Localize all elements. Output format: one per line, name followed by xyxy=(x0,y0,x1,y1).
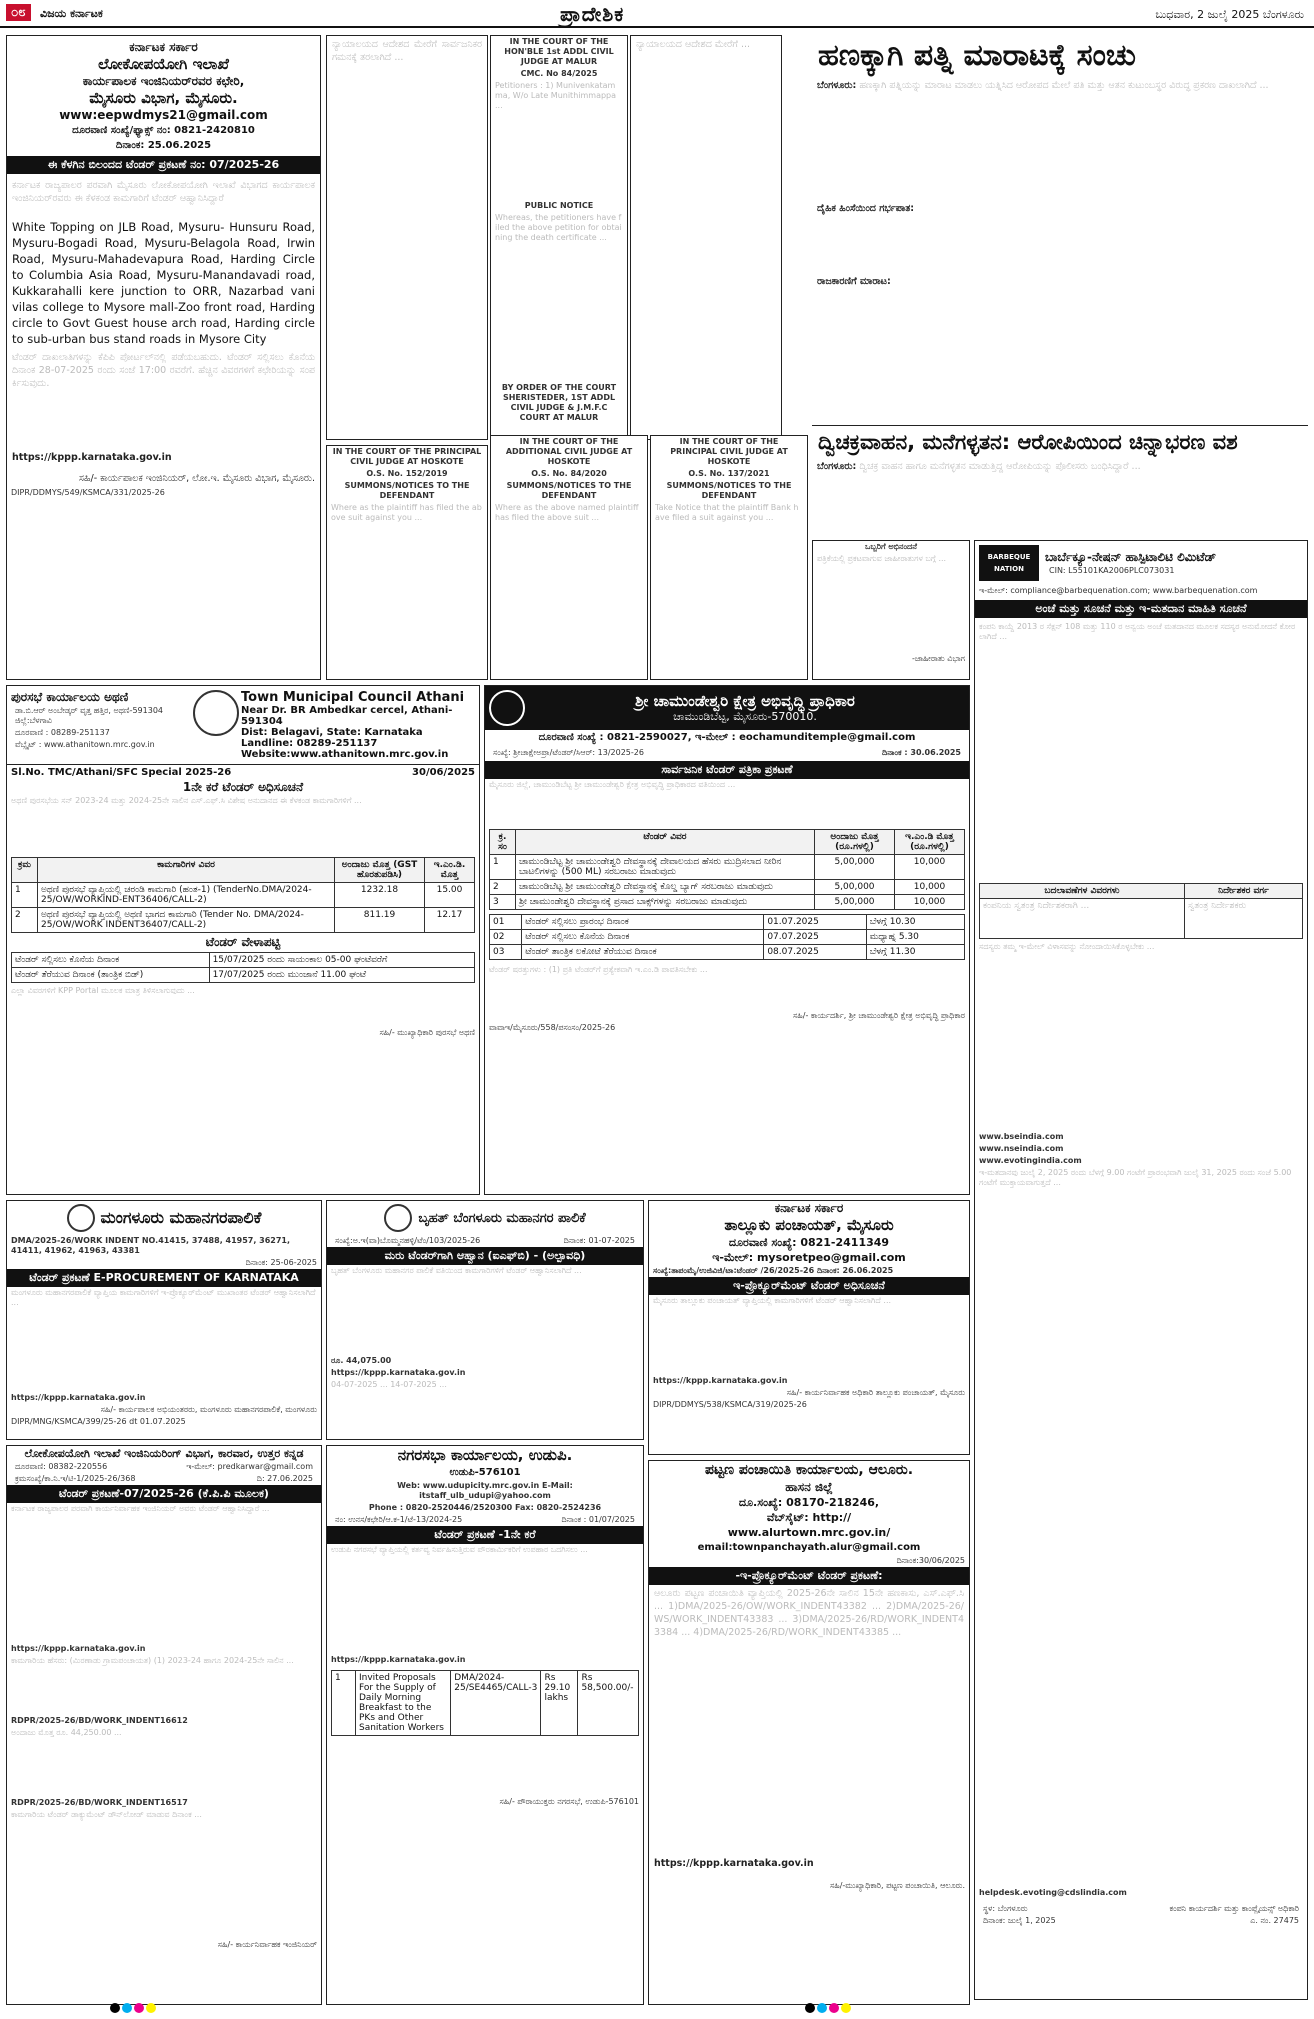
karwar-ref: ಕ್ರಮಸಂಖ್ಯೆ/ಕಾ.ನಿ.ಇ/ಟಿ-1/2025-26/368 xyxy=(15,1474,136,1483)
table-row xyxy=(490,930,965,945)
alur-sign: ಸಹಿ/-ಮುಖ್ಯಾಧಿಕಾರಿ, ಪಟ್ಟಣ ಪಂಚಾಯಿತಿ, ಆಲೂರು. xyxy=(829,1881,965,1890)
chamundi-intro: ಮೈಸೂರು ಜಿಲ್ಲೆ, ಚಾಮುಂಡಿಬೆಟ್ಟ ಶ್ರೀ ಚಾಮುಂಡೇಶ್ವರಿ ಕ್ಷೇತ್ರ ಅಭಿವೃದ್ಧಿ ಪ್ರಾಧಿಕಾರದ ವತಿಯಿಂದ ... xyxy=(489,780,736,789)
athani-schedule-title: ಟೆಂಡರ್ ವೇಳಾಪಟ್ಟಿ xyxy=(205,935,281,949)
chamundi-s2-date: 07.07.2025 xyxy=(764,930,866,945)
obit-title: ಒಬ್ಬರಿಗೆ ಅಭಿನಂದನೆ xyxy=(865,542,917,551)
athani-r2-no: 2 xyxy=(12,908,38,933)
taluk-portal[interactable]: https://kppp.karnataka.gov.in xyxy=(653,1376,788,1385)
chamundi-s2-time: ಮಧ್ಯಾಹ್ನ 5.30 xyxy=(866,930,964,945)
bbq-col-2: ನಿರ್ದೇಶಕರ ವರ್ಗ xyxy=(1184,884,1302,899)
table-row xyxy=(490,945,965,960)
udupi-row-ref: DMA/2024-25/SE4465/CALL-3 xyxy=(451,1671,541,1736)
bbmp-bar: ಮರು ಟೆಂಡರ್‌ಗಾಗಿ ಆಹ್ವಾನ (ಐಎಫ್‌ಬಿ) - (ಅಲ್ಪಾವಧಿ) xyxy=(327,1247,643,1265)
udupi-portal[interactable]: https://kppp.karnataka.gov.in xyxy=(331,1655,466,1664)
athani-sign: ಸಹಿ/- ಮುಖ್ಯಾಧಿಕಾರಿ ಪುರಸಭೆ ಅಥಣಿ xyxy=(379,1028,475,1037)
story1-text: ಹಣಕ್ಕಾಗಿ ಪತ್ನಿಯನ್ನು ಮಾರಾಟ ಮಾಡಲು ಯತ್ನಿಸಿದ ಆರೋಪದ ಮೇಲೆ ಪತಿ ಮತ್ತು ಆತನ ಕುಟುಂಬಸ್ಥರ ವಿರುದ್ಧ ಪ್ರಕರಣ ದಾಖಲಾಗಿದೆ ... xyxy=(859,80,1269,91)
table-row xyxy=(490,855,965,880)
hoskote-notice-152 xyxy=(326,445,488,680)
table-row xyxy=(490,895,965,910)
issue-date: ಬುಧವಾರ, 2 ಜುಲೈ 2025 ಬೆಂಗಳೂರು xyxy=(1155,8,1304,21)
chamundi-th-no: ಕ್ರ. ಸಂ xyxy=(490,830,516,855)
bbmp-body: ಬೃಹತ್ ಬೆಂಗಳೂರು ಮಹಾನಗರ ಪಾಲಿಕೆ ವತಿಯಿಂದ ಕಾಮಗಾರಿಗಳಿಗೆ ಟೆಂಡರ್ ಆಹ್ವಾನಿಸಲಾಗಿದೆ ... xyxy=(331,1266,582,1275)
obituary-notice xyxy=(812,540,970,680)
mangaluru-dipr: DIPR/MNG/KSMCA/399/25-26 dt 01.07.2025 xyxy=(11,1417,186,1426)
malur-case-number: CMC. No 84/2025 xyxy=(520,69,598,78)
chamundi-r1-amt: 5,00,000 xyxy=(815,855,895,880)
section-title: ಪ್ರಾದೇಶಿಕ xyxy=(560,2,625,26)
udupi-date: ದಿನಾಂಕ : 01/07/2025 xyxy=(561,1515,635,1524)
udupi-cmc-tender xyxy=(326,1445,644,2005)
chamundi-r2-desc: ಚಾಮುಂಡಿಬೆಟ್ಟ ಶ್ರೀ ಚಾಮುಂಡೇಶ್ವರಿ ದೇವಸ್ಥಾನಕ್ಕೆ ಕೊಲ್ಡ ಬ್ಯಾಗ್ ಸರಬರಾಜು ಮಾಡುವುದು xyxy=(516,880,815,895)
taluk-phone: ದೂರವಾಣಿ ಸಂಖ್ಯೆ: 0821-2411349 xyxy=(728,1236,890,1249)
alur-portal[interactable]: https://kppp.karnataka.gov.in xyxy=(654,1858,814,1869)
chamundi-s3-time: ಬೆಳಗ್ಗೆ 11.30 xyxy=(866,945,964,960)
chamundi-tender xyxy=(484,685,970,1195)
chamundi-r1-no: 1 xyxy=(490,855,516,880)
bbmp-portal[interactable]: https://kppp.karnataka.gov.in xyxy=(331,1368,466,1377)
athani-intro: ಅಥಣಿ ಪುರಸಭೆಯ ಸನ್ 2023-24 ಮತ್ತು 2024-25ನೇ ಸಾಲಿನ ಎಸ್.ಎಫ್.ಸಿ ವಿಶೇಷ ಅನುದಾನದ ಈ ಕೆಳಕಂಡ ಕಾಮಗಾರಿಗಳಿಗೆ ... xyxy=(11,796,362,805)
newspaper-name: ವಿಜಯ ಕರ್ನಾಟಕ xyxy=(40,7,103,20)
hoskote-84-summons: SUMMONS/NOTICES TO THE DEFENDANT xyxy=(506,481,632,500)
mangaluru-mcc-tender xyxy=(6,1200,322,1440)
pwd-portal-link[interactable]: https://kppp.karnataka.gov.in xyxy=(12,452,172,463)
chamundi-r3-desc: ಶ್ರೀ ಚಾಮುಂಡೇಶ್ವರಿ ದೇವಸ್ಥಾನಕ್ಕೆ ಪ್ರಸಾದ ಬಾಕ್ಸ್‌ಗಳನ್ನು ಸರಬರಾಜು ಮಾಡುವುದು xyxy=(516,895,815,910)
athani-tmc-tender xyxy=(6,685,480,1195)
bbq-col-1: ಬದಲಾವಣೆಗಳ ವಿವರಗಳು xyxy=(980,884,1185,899)
pwd-tender-number: ಈ ಕೆಳಗಿನ ಬಿಲಂದದ ಟೆಂಡರ್ ಪ್ರಕಟಣೆ ನಂ: 07/2025-26 xyxy=(7,156,320,174)
pwd-dipr: DIPR/DDMYS/549/KSMCA/331/2025-26 xyxy=(11,488,165,497)
pwd-phone: ದೂರವಾಣಿ ಸಂಖ್ಯೆ/ಫ್ಯಾಕ್ಸ್ ನಂ: 0821-2420810 xyxy=(72,125,255,136)
chamundi-addr: ಚಾಮುಂಡಿಬೆಟ್ಟ, ಮೈಸೂರು-570010. xyxy=(673,710,817,723)
table-row xyxy=(490,880,965,895)
story2-dateline: ಬೆಂಗಳೂರು: xyxy=(817,461,857,472)
mangaluru-body: ಮಂಗಳೂರು ಮಹಾನಗರಪಾಲಿಕೆ ವ್ಯಾಪ್ತಿಯ ಕಾಮಗಾರಿಗಳಿಗೆ ಇ-ಪ್ರೊಕ್ಯೂರ್‌ಮೆಂಟ್ ಮುಖಾಂತರ ಟೆಂಡರ್ ಆಹ್ವಾನಿಸಲಾಗಿದೆ ... xyxy=(11,1288,316,1307)
karwar-body-4: ಕಾಮಗಾರಿಯ ಟೆಂಡರ್ ಡಾಕ್ಯುಮೆಂಟ್ ಡೌನ್‌ಲೋಡ್ ಮಾಡುವ ದಿನಾಂಕ ... xyxy=(11,1810,202,1819)
story1-body xyxy=(812,77,1308,417)
table-row xyxy=(332,1671,639,1736)
udupi-pin: ಉಡುಪಿ-576101 xyxy=(449,1467,521,1478)
athani-en-title: Town Municipal Council Athani xyxy=(241,690,465,705)
print-registration-marks-right xyxy=(805,2003,851,2013)
udupi-ref: ನಂ: ಉನಸ/ಕಛೇರಿ/ಆ.ಕ-1/ಟೆ-13/2024-25 xyxy=(335,1515,463,1524)
athani-last-val: 15/07/2025 ರಂದು ಸಾಯಂಕಾಲ 05-00 ಘಂಟೆವರೆಗೆ xyxy=(209,953,474,968)
athani-r2-emd: 12.17 xyxy=(425,908,475,933)
hoskote-152-summons: SUMMONS/NOTICES TO THE DEFENDANT xyxy=(344,481,470,500)
athani-kn-addr: ಡಾ.ಬಿ.ಆರ್ ಅಂಬೇಡ್ಕರ್ ವೃತ್ತ ಹತ್ತಿರ, ಅಥಣಿ-591304 ಜಿಲ್ಲೆ:ಬೆಳಗಾವಿ xyxy=(15,706,164,725)
pwd-date: ದಿನಾಂಕ: 25.06.2025 xyxy=(115,140,212,151)
pwd-dept: ಲೋಕೋಪಯೋಗಿ ಇಲಾಖೆ xyxy=(98,55,229,73)
bbmp-tender xyxy=(326,1200,644,1440)
alur-title: ಪಟ್ಟಣ ಪಂಚಾಯಿತಿ ಕಾರ್ಯಾಲಯ, ಆಲೂರು. xyxy=(704,1462,914,1478)
hoskote-152-case: O.S. No. 152/2019 xyxy=(366,469,448,478)
story1-dateline: ಬೆಂಗಳೂರು: xyxy=(817,80,857,91)
bbq-cell-1: ಕಂಪನಿಯ ಸ್ವತಂತ್ರ ನಿರ್ದೇಶಕರಾಗಿ ... xyxy=(980,899,1185,939)
chamundi-s1-time: ಬೆಳಗ್ಗೆ 10.30 xyxy=(866,915,964,930)
story2-body xyxy=(812,458,1308,475)
mangaluru-title: ಮಂಗಳೂರು ಮಹಾನಗರಪಾಲಿಕೆ xyxy=(100,1208,262,1227)
pwd-office: ಕಾರ್ಯಪಾಲಕ ಇಂಜಿನಿಯರ್‌ರವರ ಕಛೇರಿ, xyxy=(82,74,245,88)
bbq-body-2: ಸದಸ್ಯರು ತಮ್ಮ ಇ-ಮೇಲ್ ವಿಳಾಸವನ್ನು ನೋಂದಾಯಿಸಿಕೊಳ್ಳಬೇಕು ... xyxy=(979,942,1155,951)
hoskote-137-summons: SUMMONS/NOTICES TO THE DEFENDANT xyxy=(666,481,792,500)
athani-en-dist: Dist: Belagavi, State: Karnataka xyxy=(241,727,423,738)
chamundi-title: ಶ್ರೀ ಚಾಮುಂಡೇಶ್ವರಿ ಕ್ಷೇತ್ರ ಅಭಿವೃದ್ಧಿ ಪ್ರಾಧಿಕಾರ xyxy=(635,692,855,710)
athani-th-no: ಕ್ರಮ xyxy=(12,858,38,883)
print-registration-marks-left xyxy=(110,2003,156,2013)
udupi-sign: ಸಹಿ/- ಪೌರಾಯುಕ್ತರು ನಗರಸಭೆ, ಉಡುಪಿ-576101 xyxy=(499,1797,639,1806)
chamundi-r3-no: 3 xyxy=(490,895,516,910)
alur-email[interactable]: email:townpanchayath.alur@gmail.com xyxy=(697,1542,921,1553)
bbq-sign-date: ದಿನಾಂಕ: ಜುಲೈ 1, 2025 xyxy=(983,1916,1056,1925)
udupi-title: ನಗರಸಭಾ ಕಾರ್ಯಾಲಯ, ಉಡುಪಿ. xyxy=(397,1446,573,1464)
karwar-date: ದಿ: 27.06.2025 xyxy=(256,1474,313,1483)
athani-en-web[interactable]: Website:www.athanitown.mrc.gov.in xyxy=(241,749,449,760)
malur-court-title: IN THE COURT OF THE HON'BLE 1st ADDL CIVIL JUDGE AT MALUR xyxy=(504,37,614,66)
udupi-body: ಉಡುಪಿ ನಗರಸಭೆ ವ್ಯಾಪ್ತಿಯಲ್ಲಿ ಕರ್ತವ್ಯ ನಿರ್ವಹಿಸುತ್ತಿರುವ ಪೌರಕಾರ್ಮಿಕರಿಗೆ ಉಪಹಾರ ಒದಗಿಸಲು ... xyxy=(331,1545,588,1554)
athani-schedule xyxy=(11,952,475,983)
athani-th-work: ಕಾಮಗಾರಿಗಳ ವಿವರ xyxy=(38,858,335,883)
page-number: ೦೮ xyxy=(6,4,31,21)
chamundi-ref: ಸಂಖ್ಯೆ: ಶ್ರೀಚಾಕ್ಷೇಅಪ್ರಾ/ಟೆಂಡರ್/ಸಿಆರ್: 13/2025-26 xyxy=(493,748,644,757)
chamundi-r2-amt: 5,00,000 xyxy=(815,880,895,895)
athani-r1-no: 1 xyxy=(12,883,38,908)
athani-en-phone: Landline: 08289-251137 xyxy=(241,738,378,749)
udupi-row-no: 1 xyxy=(332,1671,356,1736)
udupi-row-amt: Rs 29.10 lakhs xyxy=(541,1671,578,1736)
barbeque-nation-notice xyxy=(974,540,1308,2000)
chamundi-dipr: ವಾವಾಇ/ಮೈಸೂರು/558/ಪಸಂಸಂ/2025-26 xyxy=(489,1023,616,1032)
karwar-body-1: ಕರ್ನಾಟಕ ರಾಜ್ಯಪಾಲರ ಪರವಾಗಿ ಕಾರ್ಯನಿರ್ವಾಹಕ ಇಂಜಿನಿಯರ್ ಅವರು ಟೆಂಡರ್ ಆಹ್ವಾನಿಸಿದ್ದಾರೆ ... xyxy=(11,1504,270,1513)
bbq-email[interactable]: ಇ-ಮೇಲ್: compliance@barbequenation.com; www.barbequenation.com xyxy=(979,586,1258,595)
chamundi-conditions: ಟೆಂಡರ್ ಷರತ್ತುಗಳು : (1) ಪ್ರತಿ ಟೆಂಡರ್‌ಗೆ ಪ್ರತ್ಯೇಕವಾಗಿ ಇ.ಎಂ.ಡಿ ಪಾವತಿಸಬೇಕು ... xyxy=(489,965,708,974)
obit-body: ಪತ್ರಿಕೆಯಲ್ಲಿ ಪ್ರಕಟವಾಗುವ ಜಾಹೀರಾತುಗಳ ಬಗ್ಗೆ ... xyxy=(817,554,947,563)
news-story-wife-sale xyxy=(812,35,1308,425)
athani-th-amt: ಅಂದಾಜು ಮೊತ್ತ (GST ಹೊರತುಪಡಿಸಿ) xyxy=(335,858,425,883)
pwd-signature: ಸಹಿ/- ಕಾರ್ಯಪಾಲಕ ಇಂಜಿನಿಯರ್, ಲೋ.ಇ. ಮೈಸೂರು ವಿಭಾಗ, ಮೈಸೂರು. xyxy=(78,473,315,484)
chamundi-s3-date: 08.07.2025 xyxy=(764,945,866,960)
bbq-notice-bar: ಅಂಚೆ ಮತ್ತು ಸೂಚನೆ ಮತ್ತು ಇ-ಮತದಾನ ಮಾಹಿತಿ ಸೂಚನೆ xyxy=(975,600,1307,618)
chamundi-date: ದಿನಾಂಕ : 30.06.2025 xyxy=(882,748,961,757)
pwd-email[interactable]: www:eepwdmys21@gmail.com xyxy=(59,108,268,122)
athani-call: 1ನೇ ಕರೆ ಟೆಂಡರ್ ಅಧಿಸೂಚನೆ xyxy=(182,780,304,794)
athani-th-emd: ಇ.ಎಂ.ಡಿ. ಮೊತ್ತ xyxy=(425,858,475,883)
table-row xyxy=(12,883,475,908)
chamundi-schedule xyxy=(489,914,965,960)
alur-body: ಆಲೂರು ಪಟ್ಟಣ ಪಂಚಾಯಿತಿ ವ್ಯಾಪ್ತಿಯಲ್ಲಿ 2025-26ನೇ ಸಾಲಿನ 15ನೇ ಹಣಕಾಸು, ಎಸ್.ಎಫ್.ಸಿ ... 1)DMA/2025-26/OW/WORK_INDENT43382 ... 2)DMA/2025-26/WS/WORK_INDENT43383 ... 3)DMA/2025-26/RD/WORK_INDENT43384 ... 4)DMA/2025-26/RD/WORK_INDENT43385 ... xyxy=(654,1588,964,1638)
malur-notice-body: Whereas, the petitioners have filed the above petition for obtaining the death certificate ... xyxy=(495,213,622,242)
mangaluru-bar: ಟೆಂಡರ್ ಪ್ರಕಟಣೆ E-PROCUREMENT OF KARNATAKA xyxy=(7,1269,321,1287)
mysuru-taluk-tender xyxy=(648,1200,970,1455)
alur-district: ಹಾಸನ ಜಿಲ್ಲೆ xyxy=(785,1480,833,1494)
bbq-table xyxy=(979,883,1303,939)
malur-public-notice: PUBLIC NOTICE xyxy=(524,201,594,210)
udupi-phone: Phone : 0820-2520446/2520300 Fax: 0820-2524236 xyxy=(368,1503,602,1512)
alur-phone: ದೂ.ಸಂಖ್ಯೆ: 08170-218246, xyxy=(738,1496,880,1509)
story2-headline: ದ್ವಿಚಕ್ರವಾಹನ, ಮನೆಗಳ್ಳತನ: ಆರೋಪಿಯಿಂದ ಚಿನ್ನಾಭರಣ ವಶ xyxy=(818,430,1238,454)
chamundi-s1-date: 01.07.2025 xyxy=(764,915,866,930)
taluk-dipr: DIPR/DDMYS/538/KSMCA/319/2025-26 xyxy=(653,1400,807,1409)
chamundi-bar: ಸಾರ್ವಜನಿಕ ಟೆಂಡರ್ ಪತ್ರಿಕಾ ಪ್ರಕಟಣೆ xyxy=(485,761,969,779)
chamundi-logo-icon xyxy=(489,690,525,726)
mangaluru-ref: DMA/2025-26/WORK INDENT NO.41415, 37488, 41957, 36271, 41411, 41962, 41963, 43381 xyxy=(11,1236,291,1255)
hoskote-84-body: Where as the above named plaintiff has filed the above suit ... xyxy=(495,503,639,522)
bbq-body-1: ಕಂಪನಿ ಕಾಯ್ದೆ 2013 ರ ಸೆಕ್ಷನ್ 108 ಮತ್ತು 110 ರ ಅನ್ವಯ ಅಂಚೆ ಮತದಾನದ ಮೂಲಕ ಸದಸ್ಯರ ಅನುಮೋದನೆ ಕೋರಲಾಗಿದೆ ... xyxy=(979,622,1296,641)
hoskote-84-title: IN THE COURT OF THE ADDITIONAL CIVIL JUDGE AT HOSKOTE xyxy=(505,437,633,466)
pwd-gov: ಕರ್ನಾಟಕ ಸರ್ಕಾರ xyxy=(129,40,198,54)
chamundi-s1-label: ಟೆಂಡರ್ ಸಲ್ಲಿಸಲು ಪ್ರಾರಂಭ ದಿನಾಂಕ xyxy=(522,915,764,930)
chamundi-r1-emd: 10,000 xyxy=(895,855,965,880)
chamundi-r3-amt: 5,00,000 xyxy=(815,895,895,910)
athani-open-val: 17/07/2025 ರಂದು ಮುಂಜಾನೆ 11.00 ಘಂಟೆ xyxy=(209,968,474,983)
athani-kn-web[interactable]: ವೆಬ್ಸೈಟ್ : www.athanitown.mrc.gov.in xyxy=(15,740,155,749)
taluk-bar: ಇ-ಪ್ರೊಕ್ಯೂರ್‌ಮೆಂಟ್ ಟೆಂಡರ್ ಅಧಿಸೂಚನೆ xyxy=(649,1277,969,1295)
hoskote-notice-84 xyxy=(490,435,648,680)
athani-last-label: ಟೆಂಡರ್ ಸಲ್ಲಿಸಲು ಕೊನೆಯ ದಿನಾಂಕ xyxy=(12,953,210,968)
bbmp-amount: ರೂ. 44,075.00 xyxy=(331,1356,392,1365)
obit-sign: -ಜಾಹೀರಾತು ವಿಭಾಗ xyxy=(911,654,965,663)
athani-table xyxy=(11,857,475,933)
chamundi-r1-desc: ಚಾಮುಂಡಿಬೆಟ್ಟ ಶ್ರೀ ಚಾಮುಂಡೇಶ್ವರಿ ದೇವಸ್ಥಾನಕ್ಕೆ ದೇವಾಲಯದ ಹೆಸರು ಮುದ್ರಿಸಲಾದ ನೀರಿನ ಬಾಟಲಿಗಳನ್ನು (500 ML) ಸರಬರಾಜು ಮಾಡುವುದು xyxy=(516,855,815,880)
mangaluru-sign: ಸಹಿ/- ಕಾರ್ಯಪಾಲಕ ಅಭಿಯಂತರರು, ಮಂಗಳೂರು ಮಹಾನಗರಪಾಲಿಕೆ, ಮಂಗಳೂರು xyxy=(100,1405,317,1414)
bbmp-emblem-icon xyxy=(384,1204,412,1232)
hoskote-152-body: Where as the plaintiff has filed the above suit against you ... xyxy=(331,503,482,522)
athani-en-addr: Near Dr. BR Ambedkar cercel, Athani-591304 xyxy=(241,705,453,727)
chamundi-s2-no: 02 xyxy=(490,930,522,945)
bbq-site-evoting[interactable]: www.evotingindia.com xyxy=(979,1156,1082,1165)
athani-ref: Sl.No. TMC/Athani/SFC Special 2025-26 xyxy=(11,767,232,778)
bbq-cin: CIN: L55101KA2006PLC073031 xyxy=(1049,565,1175,575)
taluk-body: ಮೈಸೂರು ತಾಲ್ಲೂಕು ಪಂಚಾಯತ್ ವ್ಯಾಪ್ತಿಯಲ್ಲಿ ಕಾಮಗಾರಿಗಳಿಗೆ ಟೆಂಡರ್ ಆಹ್ವಾನಿಸಲಾಗಿದೆ ... xyxy=(653,1296,892,1305)
chamundi-th-amt: ಅಂದಾಜು ಮೊತ್ತ (ರೂ.ಗಳಲ್ಲಿ) xyxy=(815,830,895,855)
bbq-sign-place: ಸ್ಥಳ: ಬೆಂಗಳೂರು xyxy=(983,1904,1028,1913)
chamundi-sign: ಸಹಿ/- ಕಾರ್ಯದರ್ಶಿ, ಶ್ರೀ ಚಾಮುಂಡೇಶ್ವರಿ ಕ್ಷೇತ್ರ ಅಭಿವೃದ್ಧಿ ಪ್ರಾಧಿಕಾರ xyxy=(793,1011,965,1020)
story1-headline: ಹಣಕ್ಕಾಗಿ ಪತ್ನಿ ಮಾರಾಟಕ್ಕೆ ಸಂಚು xyxy=(818,38,1136,73)
athani-r2-amt: 811.19 xyxy=(335,908,425,933)
alur-web[interactable]: www.alurtown.mrc.gov.in/ xyxy=(727,1526,891,1539)
bbq-sign-no: ಎ. ನಂ. 27475 xyxy=(1250,1916,1299,1925)
athani-open-label: ಟೆಂಡರ್ ತೆರೆಯುವ ದಿನಾಂಕ (ತಾಂತ್ರಿಕ ಬಿಡ್) xyxy=(12,968,210,983)
hoskote-137-case: O.S. No. 137/2021 xyxy=(688,469,770,478)
athani-kn-title: ಪುರಸಭೆ ಕಾರ್ಯಾಲಯ ಅಥಣಿ xyxy=(11,690,129,704)
udupi-row-desc: Invited Proposals For the Supply of Daily Morning Breakfast to the PKs and Other Sanitation Workers xyxy=(356,1671,451,1736)
bbq-site-nse[interactable]: www.nseindia.com xyxy=(979,1144,1064,1153)
hoskote-137-body: Take Notice that the plaintiff Bank have filed a suit against you ... xyxy=(655,503,799,522)
chamundi-s1-no: 01 xyxy=(490,915,522,930)
karwar-pwd-tender xyxy=(6,1445,322,2005)
udupi-bar: ಟೆಂಡರ್ ಪ್ರಕಟಣೆ -1ನೇ ಕರೆ xyxy=(327,1526,643,1544)
karwar-sign: ಸಹಿ/- ಕಾರ್ಯನಿರ್ವಾಹಕ ಇಂಜಿನಿಯರ್ xyxy=(217,1940,317,1949)
court-notice-kn-text: ನ್ಯಾಯಾಲಯದ ಆದೇಶದ ಮೇರೆಗೆ ಸಾರ್ವಜನಿಕರ ಗಮನಕ್ಕೆ ತರಲಾಗಿದೆ ... xyxy=(332,39,482,63)
pwd-division: ಮೈಸೂರು ವಿಭಾಗ, ಮೈಸೂರು. xyxy=(89,89,238,107)
pwd-intro-text: ಕರ್ನಾಟಕ ರಾಜ್ಯಪಾಲರ ಪರವಾಗಿ ಮೈಸೂರು ಲೋಕೋಪಯೋಗಿ ಇಲಾಖೆ ವಿಭಾಗದ ಕಾರ್ಯಪಾಲಕ ಇಂಜಿನಿಯರ್‌ರವರು ಈ ಕೆಳಕಂಡ ಕಾಮಗಾರಿಗೆ ಟೆಂಡರ್ ಆಹ್ವಾನಿಸಿದ್ದಾರೆ xyxy=(12,180,315,204)
alur-bar: -ಇ-ಪ್ರೊಕ್ಯೂರ್‌ಮೆಂಟ್ ಟೆಂಡರ್ ಪ್ರಕಟಣೆ: xyxy=(649,1567,969,1585)
athani-r2-work: ಅಥಣಿ ಪುರಸಭೆ ವ್ಯಾಪ್ತಿಯಲ್ಲಿ ಅಥಣಿ ಭಾಗದ ಕಾಮಗಾರಿ (Tender No. DMA/2024-25/OW/WORK INDENT36407/CALL-2) xyxy=(38,908,335,933)
athani-emblem-icon xyxy=(193,690,239,736)
taluk-sign: ಸಹಿ/- ಕಾರ್ಯನಿರ್ವಾಹಕ ಅಧಿಕಾರಿ ತಾಲ್ಲೂಕು ಪಂಚಾಯತ್, ಮೈಸೂರು xyxy=(786,1388,965,1397)
athani-r1-emd: 15.00 xyxy=(425,883,475,908)
mangaluru-emblem-icon xyxy=(67,1204,95,1232)
kannada-court-notice-2 xyxy=(630,35,782,440)
athani-date: 30/06/2025 xyxy=(412,767,475,778)
mangaluru-date: ದಿನಾಂಕ: 25-06-2025 xyxy=(245,1258,317,1267)
pwd-roads-list: White Topping on JLB Road, Mysuru- Hunsuru Road, Mysuru-Bogadi Road, Mysuru-Belagola Road, Irwin Road, Mysuru-Mahadevapura Road, Harding Circle to Columbia Asia Road, Mysuru-Manandavadi road, Kukkarahalli kere junction to ORR, Nazarbad vani vilas college to Mysore mall-Zoo front road, Harding circle to Govt Guest house arch road, Harding circle to sub-urban bus stand roads in Mysore City xyxy=(12,220,315,346)
mangaluru-portal[interactable]: https://kppp.karnataka.gov.in xyxy=(11,1393,146,1402)
court-notice-kn2-text: ನ್ಯಾಯಾಲಯದ ಆದೇಶದ ಮೇರೆಗೆ ... xyxy=(636,39,751,50)
taluk-email[interactable]: ಇ-ಮೇಲ್: mysoretpeo@gmail.com xyxy=(712,1251,906,1264)
chamundi-contact[interactable]: ದೂರವಾಣಿ ಸಂಖ್ಯೆ : 0821-2590027, ಇ-ಮೇಲ್ : eochamunditemple@gmail.com xyxy=(538,732,916,743)
bbmp-title: ಬೃಹತ್ ಬೆಂಗಳೂರು ಮಹಾನಗರ ಪಾಲಿಕೆ xyxy=(418,1210,586,1226)
story1-subhead-2: ರಾಜಕಾರಣಿಗೆ ಮಾರಾಟ: xyxy=(817,276,891,287)
bbq-logo: BARBEQUE NATION xyxy=(979,545,1039,581)
page-header xyxy=(0,0,1314,28)
taluk-title: ತಾಲ್ಲೂಕು ಪಂಚಾಯತ್, ಮೈಸೂರು xyxy=(724,1216,894,1234)
story2-text: ದ್ವಿಚಕ್ರ ವಾಹನ ಹಾಗೂ ಮನೆಗಳ್ಳತನ ಮಾಡುತ್ತಿದ್ದ ಆರೋಪಿಯನ್ನು ಪೊಲೀಸರು ಬಂಧಿಸಿದ್ದಾರೆ ... xyxy=(859,461,1141,472)
karwar-email[interactable]: ಇ-ಮೇಲ್: predkarwar@gmail.com xyxy=(186,1462,313,1471)
malur-court-notice xyxy=(490,35,628,440)
news-story-theft xyxy=(812,425,1308,535)
karwar-body-2: ಕಾಮಗಾರಿಯ ಹೆಸರು: (ಮಿರಣಾಡು ಗ್ರಾಮಪಂಚಾಯತ) (1) 2023-24 ಹಾಗೂ 2024-25ನೇ ಸಾಲಿನ ... xyxy=(11,1656,294,1665)
hoskote-notice-137 xyxy=(650,435,808,680)
bbmp-dates: 04-07-2025 ... 14-07-2025 ... xyxy=(331,1380,447,1389)
story1-subhead-1: ದೈಹಿಕ ಹಿಂಸೆಯಿಂದ ಗರ್ಭಪಾತ: xyxy=(817,203,915,214)
bbq-help-email[interactable]: helpdesk.evoting@cdslindia.com xyxy=(979,1888,1127,1897)
table-row xyxy=(490,915,965,930)
karwar-body-3: ಅಂದಾಜು ಮೊತ್ತ ರೂ. 44,250.00 ... xyxy=(11,1728,122,1737)
karwar-title: ಲೋಕೋಪಯೋಗಿ ಇಲಾಖೆ ಇಂಜಿನಿಯರಿಂಗ್ ವಿಭಾಗ, ಕಾರವಾರ, ಉತ್ತರ ಕನ್ನಡ xyxy=(24,1447,304,1460)
athani-r1-amt: 1232.18 xyxy=(335,883,425,908)
karwar-work-1: RDPR/2025-26/BD/WORK_INDENT16612 xyxy=(11,1716,188,1725)
chamundi-r3-emd: 10,000 xyxy=(895,895,965,910)
pwd-mysuru-tender-ad xyxy=(6,35,321,680)
chamundi-th-desc: ಟೆಂಡರ್ ವಿವರ xyxy=(516,830,815,855)
chamundi-s3-no: 03 xyxy=(490,945,522,960)
chamundi-table xyxy=(489,829,965,910)
bbq-site-bse[interactable]: www.bseindia.com xyxy=(979,1132,1064,1141)
chamundi-s2-label: ಟೆಂಡರ್ ಸಲ್ಲಿಸಲು ಕೊನೆಯ ದಿನಾಂಕ xyxy=(522,930,764,945)
bbq-body-3: ಇ-ಮತದಾನವು ಜುಲೈ 2, 2025 ರಂದು ಬೆಳಗ್ಗೆ 9.00 ಗಂಟೆಗೆ ಪ್ರಾರಂಭವಾಗಿ ಜುಲೈ 31, 2025 ರಂದು ಸಂಜೆ 5.00 ಗಂಟೆಗೆ ಮುಕ್ತಾಯವಾಗುತ್ತದೆ ... xyxy=(979,1168,1292,1187)
bbq-company: ಬಾರ್ಬೆಕ್ಯೂ-ನೇಷನ್ ಹಾಸ್ಪಿಟಾಲಿಟಿ ಲಿಮಿಟೆಡ್ xyxy=(1045,549,1217,564)
taluk-gov: ಕರ್ನಾಟಕ ಸರ್ಕಾರ xyxy=(774,1201,844,1215)
hoskote-152-title: IN THE COURT OF THE PRINCIPAL CIVIL JUDGE AT HOSKOTE xyxy=(332,447,482,466)
athani-r1-work: ಅಥಣಿ ಪುರಸಭೆ ವ್ಯಾಪ್ತಿಯಲ್ಲಿ ಚರಂಡಿ ಕಾಮಗಾರಿ (ಹಂತ-1) (TenderNo.DMA/2024-25/OW/WORKIND-ENT36406/CALL-2) xyxy=(38,883,335,908)
taluk-ref: ಸಂಖ್ಯೆ:ತಾಪಂಮೈ/ಉಜಿವಿಜಿ/ಟಾ:ಟೆಂಡರ್ /26/2025-26 ದಿನಾಂಕ: 26.06.2025 xyxy=(653,1266,894,1275)
alur-date: ದಿನಾಂಕ:30/06/2025 xyxy=(896,1556,965,1565)
karwar-work-2: RDPR/2025-26/BD/WORK_INDENT16517 xyxy=(11,1798,188,1807)
alur-tp-tender xyxy=(648,1460,970,2005)
chamundi-r2-no: 2 xyxy=(490,880,516,895)
udupi-web[interactable]: Web: www.udupicity.mrc.gov.in E-Mail: itstaff_ulb_udupi@yahoo.com xyxy=(397,1481,573,1500)
hoskote-137-title: IN THE COURT OF THE PRINCIPAL CIVIL JUDGE AT HOSKOTE xyxy=(670,437,788,466)
bbq-sign-name: ಕಂಪನಿ ಕಾರ್ಯದರ್ಶಿ ಮತ್ತು ಕಾಂಪ್ಲೈಯನ್ಸ್ ಅಧಿಕಾರಿ xyxy=(1169,1904,1299,1913)
athani-kn-phone: ದೂರವಾಣಿ : 08289-251137 xyxy=(15,728,110,737)
table-row xyxy=(12,908,475,933)
kannada-court-notice-1 xyxy=(326,35,488,440)
pwd-body-text: ಟೆಂಡರ್ ದಾಖಲಾತಿಗಳನ್ನು ಕೆಪಿಪಿ ಪೋರ್ಟಲ್‌ನಲ್ಲಿ ಪಡೆಯಬಹುದು. ಟೆಂಡರ್ ಸಲ್ಲಿಸಲು ಕೊನೆಯ ದಿನಾಂಕ 28-07-2025 ರಂದು ಸಂಜೆ 17:00 ರವರೆಗೆ. ಹೆಚ್ಚಿನ ವಿವರಗಳಿಗೆ ಕಛೇರಿಯನ್ನು ಸಂಪರ್ಕಿಸುವುದು. xyxy=(12,352,315,389)
athani-note: ಎಲ್ಲಾ ವಿವರಗಳಿಗೆ KPP Portal ಮೂಲಕ ಮಾತ್ರ ತಿಳಿಸಲಾಗುವುದು ... xyxy=(11,986,195,995)
bbmp-date: ದಿನಾಂಕ: 01-07-2025 xyxy=(563,1236,635,1245)
chamundi-r2-emd: 10,000 xyxy=(895,880,965,895)
karwar-portal[interactable]: https://kppp.karnataka.gov.in xyxy=(11,1644,146,1653)
udupi-row-emd: Rs 58,500.00/- xyxy=(578,1671,639,1736)
udupi-table xyxy=(331,1670,639,1736)
malur-petitioners: Petitioners : 1) Munivenkatamma, W/o Late Munithimmappa ... xyxy=(495,81,617,110)
karwar-phone: ದೂರವಾಣಿ: 08382-220556 xyxy=(15,1462,108,1471)
karwar-bar: ಟೆಂಡರ್ ಪ್ರಕಟಣೆ-07/2025-26 (ಕೆ.ಪಿ.ಪಿ ಮೂಲಕ) xyxy=(7,1485,321,1503)
chamundi-th-emd: ಇ.ಎಂ.ಡಿ ಮೊತ್ತ (ರೂ.ಗಳಲ್ಲಿ) xyxy=(895,830,965,855)
malur-court-sign: BY ORDER OF THE COURT SHERISTEDER, 1ST ADDL CIVIL JUDGE & J.M.F.C COURT AT MALUR xyxy=(501,383,617,422)
hoskote-84-case: O.S. No. 84/2020 xyxy=(531,469,607,478)
bbq-cell-2: ಸ್ವತಂತ್ರ ನಿರ್ದೇಶಕರು xyxy=(1184,899,1302,939)
alur-web-label: ವೆಬ್‌ಸೈಟ್: http:// xyxy=(766,1511,852,1524)
bbmp-ref: ಸಂಖ್ಯೆ:ಅ.ಇ(ವಾ)ಬೊಮ್ಮನಹಳ್ಳಿ/ಟೆಂ/103/2025-26 xyxy=(335,1236,481,1245)
chamundi-s3-label: ಟೆಂಡರ್ ತಾಂತ್ರಿಕ ಲಕೋಟೆ ತೆರೆಯುವ ದಿನಾಂಕ xyxy=(522,945,764,960)
